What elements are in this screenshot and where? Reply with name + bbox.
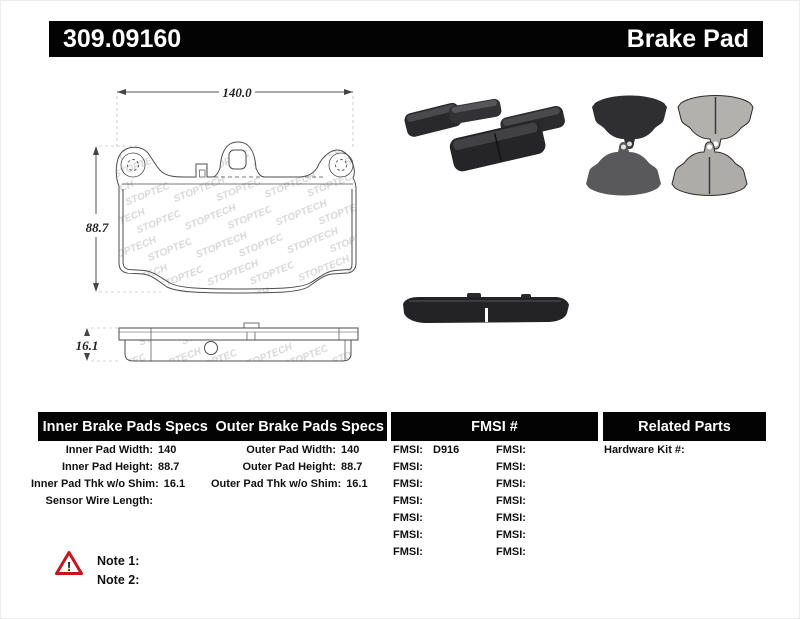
fmsi-header: FMSI #: [471, 418, 518, 435]
fmsi-row: FMSI:: [496, 546, 526, 558]
outer-pad-height-row: Outer Pad Height: 88.7: [242, 461, 363, 473]
product-type: Brake Pad: [626, 24, 749, 53]
inner-pad-height-row: Inner Pad Height: 88.7: [61, 461, 180, 473]
fmsi-row: FMSI:: [496, 444, 526, 456]
fmsi-row: FMSI: D916: [393, 444, 460, 456]
product-photos: [394, 86, 774, 326]
outer-specs-column: [211, 442, 379, 493]
note-1: Note 1:: [97, 554, 140, 568]
fmsi-row: FMSI:: [496, 478, 526, 490]
fmsi-row: FMSI:: [393, 512, 423, 524]
outer-pad-thickness-row: Outer Pad Thk w/o Shim: 16.1: [211, 478, 368, 490]
outer-pad-width-row: Outer Pad Width: 140: [246, 444, 360, 456]
warning-triangle-icon: [55, 550, 83, 576]
pad-set-perspective-photo: [403, 98, 566, 173]
fmsi-row: FMSI:: [496, 461, 526, 473]
fmsi-row: FMSI:: [393, 495, 423, 507]
technical-drawing: [61, 79, 391, 371]
inner-pad-width-row: Inner Pad Width: 140: [65, 444, 177, 456]
related-parts-header-bar: [603, 412, 766, 441]
inner-specs-column: [31, 442, 196, 510]
inner-pad-thickness-row: Inner Pad Thk w/o Shim: 16.1: [31, 478, 186, 490]
sensor-wire-length-row: Sensor Wire Length:: [45, 495, 153, 507]
fmsi-row: FMSI:: [393, 529, 423, 541]
note-lines: [97, 550, 139, 589]
part-number: 309.09160: [63, 24, 182, 53]
note-2: Note 2:: [97, 572, 140, 587]
fmsi-row: FMSI:: [496, 512, 526, 524]
fmsi-column-2: [496, 442, 596, 561]
inner-specs-header: Inner Brake Pads Specs: [42, 418, 208, 435]
footer-notes: [55, 550, 139, 589]
related-parts-header: Related Parts: [638, 418, 731, 435]
front-view-drawing: [116, 142, 356, 293]
related-parts-column: [604, 442, 764, 459]
height-dim-label: 88.7: [85, 220, 109, 235]
thickness-dim-label: 16.1: [75, 338, 99, 353]
width-dimension: [117, 85, 353, 148]
fmsi-row: FMSI:: [496, 529, 526, 541]
svg-text:!: !: [66, 559, 72, 574]
pad-side-profile-photo: [403, 293, 569, 323]
side-view-drawing: [119, 323, 358, 361]
fmsi-header-bar: [391, 412, 598, 441]
pads-specs-header-bar: [38, 412, 387, 441]
thickness-dimension: [76, 328, 119, 361]
header-bar: [49, 21, 763, 57]
fmsi-row: FMSI:: [393, 546, 423, 558]
outer-specs-header: Outer Brake Pads Specs: [215, 418, 384, 435]
hardware-kit-row: Hardware Kit #:: [604, 444, 685, 456]
pad-set-grid-photo: [586, 96, 753, 196]
fmsi-column-1: [393, 442, 493, 561]
fmsi-row: FMSI:: [393, 461, 423, 473]
fmsi-row: FMSI:: [496, 495, 526, 507]
fmsi-row: FMSI:: [393, 478, 423, 490]
width-dim-label: 140.0: [222, 85, 252, 100]
